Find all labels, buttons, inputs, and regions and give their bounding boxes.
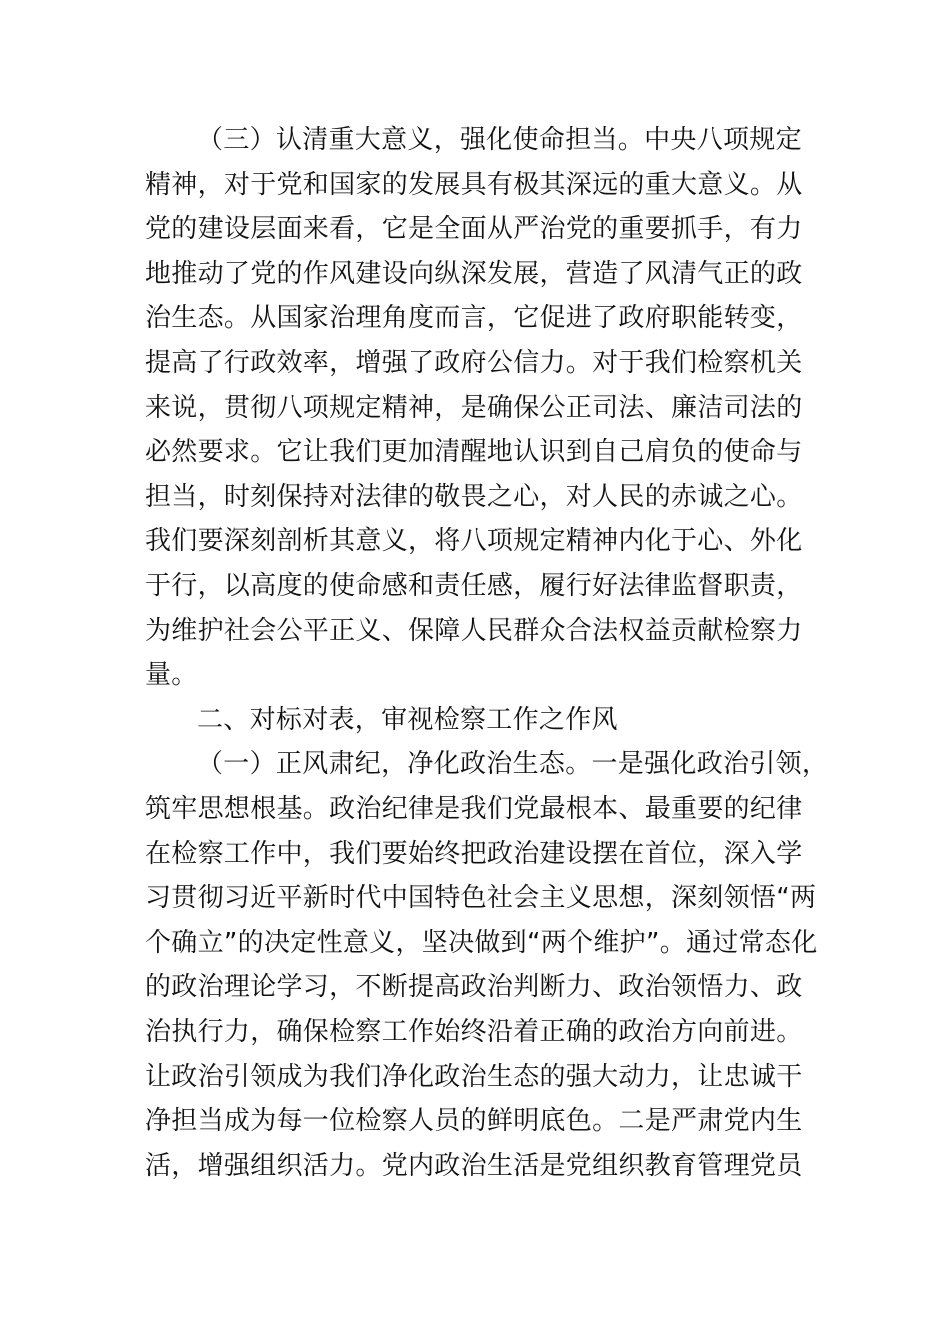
text-line: 量。 <box>145 660 198 691</box>
text-line: 党的建设层面来看，它是全面从严治党的重要抓手，有力 <box>145 214 803 245</box>
text-line: 二、对标对表，审视检察工作之作风 <box>197 704 618 735</box>
text-line: 于行，以高度的使命感和责任感，履行好法律监督职责， <box>145 571 803 601</box>
text-line: 让政治引领成为我们净化政治生态的强大动力，让忠诚干 <box>145 1061 803 1092</box>
text-line: 我们要深刻剖析其意义，将八项规定精神内化于心、外化 <box>145 526 803 557</box>
text-line: 习贯彻习近平新时代中国特色社会主义思想，深刻领悟“两 <box>145 883 817 914</box>
text-line: 的政治理论学习，不断提高政治判断力、政治领悟力、政 <box>145 972 803 1003</box>
text-line: 必然要求。它让我们更加清醒地认识到自己肩负的使命与 <box>145 437 803 468</box>
text-line: 净担当成为每一位检察人员的鲜明底色。二是严肃党内生 <box>145 1106 803 1137</box>
text-line: 精神，对于党和国家的发展具有极其深远的重大意义。从 <box>145 169 803 200</box>
text-line: 治生态。从国家治理角度而言，它促进了政府职能转变， <box>145 303 803 334</box>
text-line: 担当，时刻保持对法律的敬畏之心，对人民的赤诚之心。 <box>145 481 803 512</box>
text-line: 提高了行政效率，增强了政府公信力。对于我们检察机关 <box>145 348 803 378</box>
text-line: 个确立”的决定性意义，坚决做到“两个维护”。通过常态化 <box>145 927 818 958</box>
text-line: 筑牢思想根基。政治纪律是我们党最根本、最重要的纪律 <box>145 794 803 824</box>
text-line: 治执行力，确保检察工作始终沿着正确的政治方向前进。 <box>145 1017 803 1047</box>
text-line: （三）认清重大意义，强化使命担当。中央八项规定 <box>197 125 802 155</box>
text-line: 来说，贯彻八项规定精神，是确保公正司法、廉洁司法的 <box>145 392 803 423</box>
text-line: 地推动了党的作风建设向纵深发展，营造了风清气正的政 <box>145 258 803 289</box>
text-line: 活，增强组织活力。党内政治生活是党组织教育管理党员 <box>145 1150 803 1181</box>
text-line: （一）正风肃纪，净化政治生态。一是强化政治引领， <box>197 749 829 780</box>
text-line: 为维护社会公平正义、保障人民群众合法权益贡献检察力 <box>145 615 803 646</box>
text-line: 在检察工作中，我们要始终把政治建设摆在首位，深入学 <box>145 838 803 869</box>
